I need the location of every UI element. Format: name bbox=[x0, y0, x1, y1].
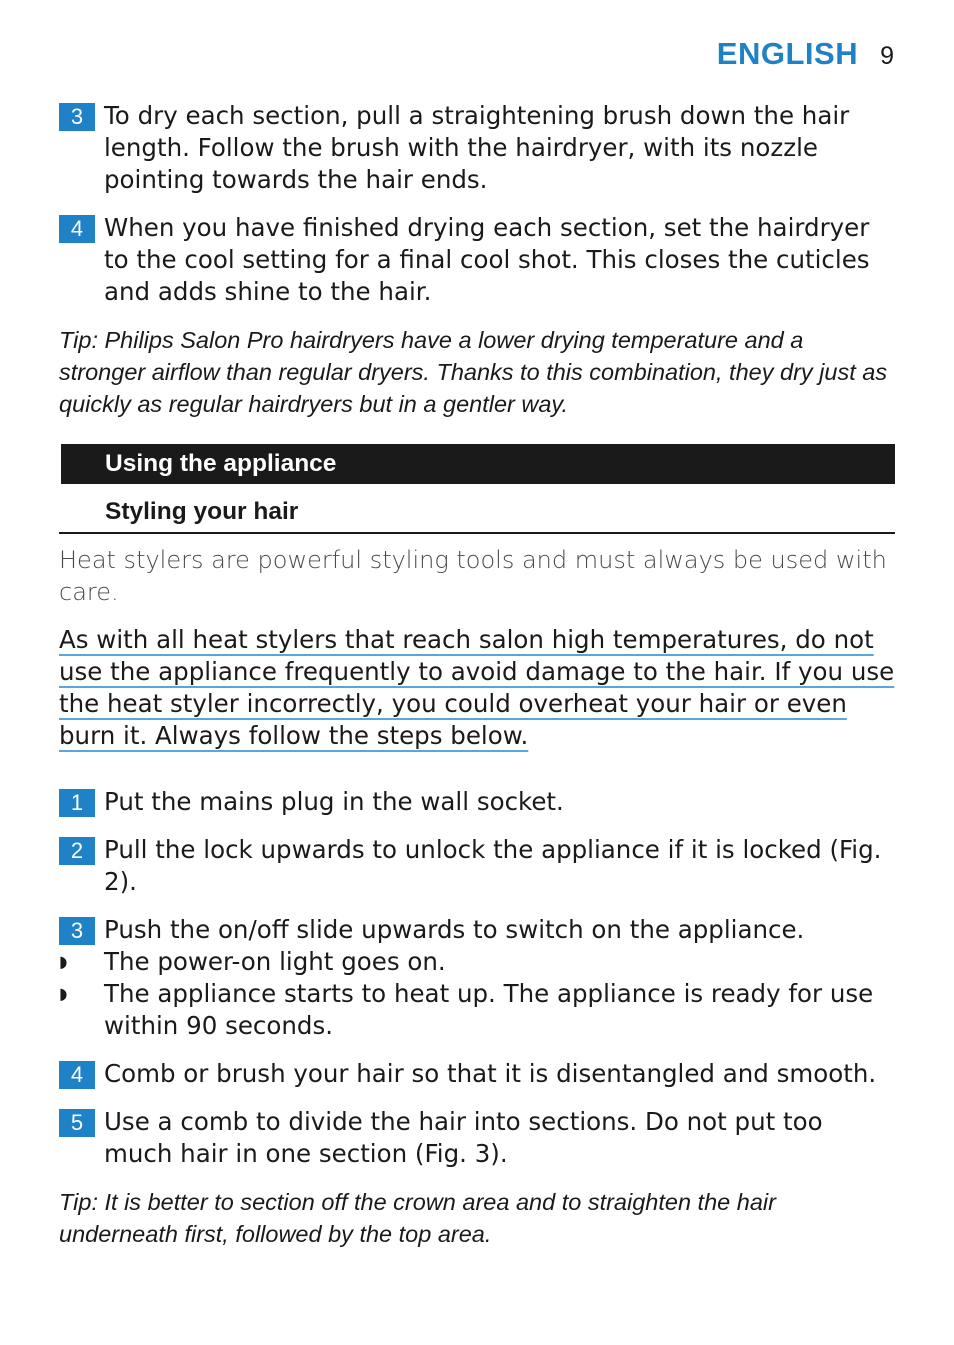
step-text: When you have finished drying each section, set the hairdryer to the cool setting for a final cool shot. This closes the cuticles and adds shine to the hair. bbox=[104, 213, 870, 306]
bullet-text: The appliance starts to heat up. The appliance is ready for use within 90 seconds. bbox=[104, 979, 874, 1040]
step-text: Push the on/off slide upwards to switch on the appliance. bbox=[104, 915, 805, 944]
step-number-badge: 5 bbox=[59, 1109, 95, 1137]
step-number-badge: 4 bbox=[59, 1061, 95, 1089]
bullet-arrow-icon: ◗ bbox=[59, 984, 68, 1003]
step-item bbox=[59, 786, 895, 818]
step-number-badge: 3 bbox=[59, 103, 95, 131]
step-text: Put the mains plug in the wall socket. bbox=[104, 787, 564, 816]
intro-text: Heat stylers are powerful styling tools and must always be used with care. bbox=[59, 546, 887, 606]
step-text: Pull the lock upwards to unlock the appliance if it is locked (Fig. 2). bbox=[104, 835, 882, 896]
step-item bbox=[59, 1058, 895, 1090]
step-text: Use a comb to divide the hair into sections. Do not put too much hair in one section (Fig. 3). bbox=[104, 1107, 823, 1168]
step-number-badge: 4 bbox=[59, 215, 95, 243]
language-label: ENGLISH bbox=[716, 36, 859, 71]
step-item bbox=[59, 1106, 895, 1170]
step-number-badge: 3 bbox=[59, 917, 95, 945]
step-text: To dry each section, pull a straightening brush down the hair length. Follow the brush with the hairdryer, with its nozzle pointing towards the hair ends. bbox=[104, 101, 850, 194]
result-bullet bbox=[59, 978, 895, 1042]
warning-text: As with all heat stylers that reach salon high temperatures, do not use the appliance frequently to avoid damage to the hair. If you use the heat styler incorrectly, you could overheat your hair or even burn it. Always follow the steps below. bbox=[59, 625, 895, 750]
subsection-heading bbox=[59, 492, 895, 534]
step-item bbox=[59, 834, 895, 898]
subsection-title: Styling your hair bbox=[105, 498, 299, 525]
warning-paragraph bbox=[59, 624, 895, 752]
section-heading-bar bbox=[61, 444, 895, 484]
page-header bbox=[717, 36, 894, 72]
bullet-text: The power-on light goes on. bbox=[104, 947, 446, 976]
step-item bbox=[59, 100, 895, 196]
page-number: 9 bbox=[880, 42, 894, 70]
section-title: Using the appliance bbox=[105, 450, 337, 477]
step-number-badge: 1 bbox=[59, 789, 95, 817]
tip-text: Tip: Philips Salon Pro hairdryers have a lower drying temperature and a stronger airflow than regular dryers. Thanks to this combination, they dry just as quickly as regular hairdryers but in a gentler way. bbox=[59, 327, 888, 417]
step-with-results bbox=[59, 914, 895, 1042]
step-item bbox=[59, 914, 895, 946]
step-item bbox=[59, 212, 895, 308]
bullet-arrow-icon: ◗ bbox=[59, 952, 68, 971]
result-bullet bbox=[59, 946, 895, 978]
step-number-badge: 2 bbox=[59, 837, 95, 865]
tip-text: Tip: It is better to section off the crown area and to straighten the hair underneath first, followed by the top area. bbox=[59, 1189, 776, 1247]
page-content bbox=[59, 100, 895, 1274]
step-text: Comb or brush your hair so that it is disentangled and smooth. bbox=[104, 1059, 877, 1088]
